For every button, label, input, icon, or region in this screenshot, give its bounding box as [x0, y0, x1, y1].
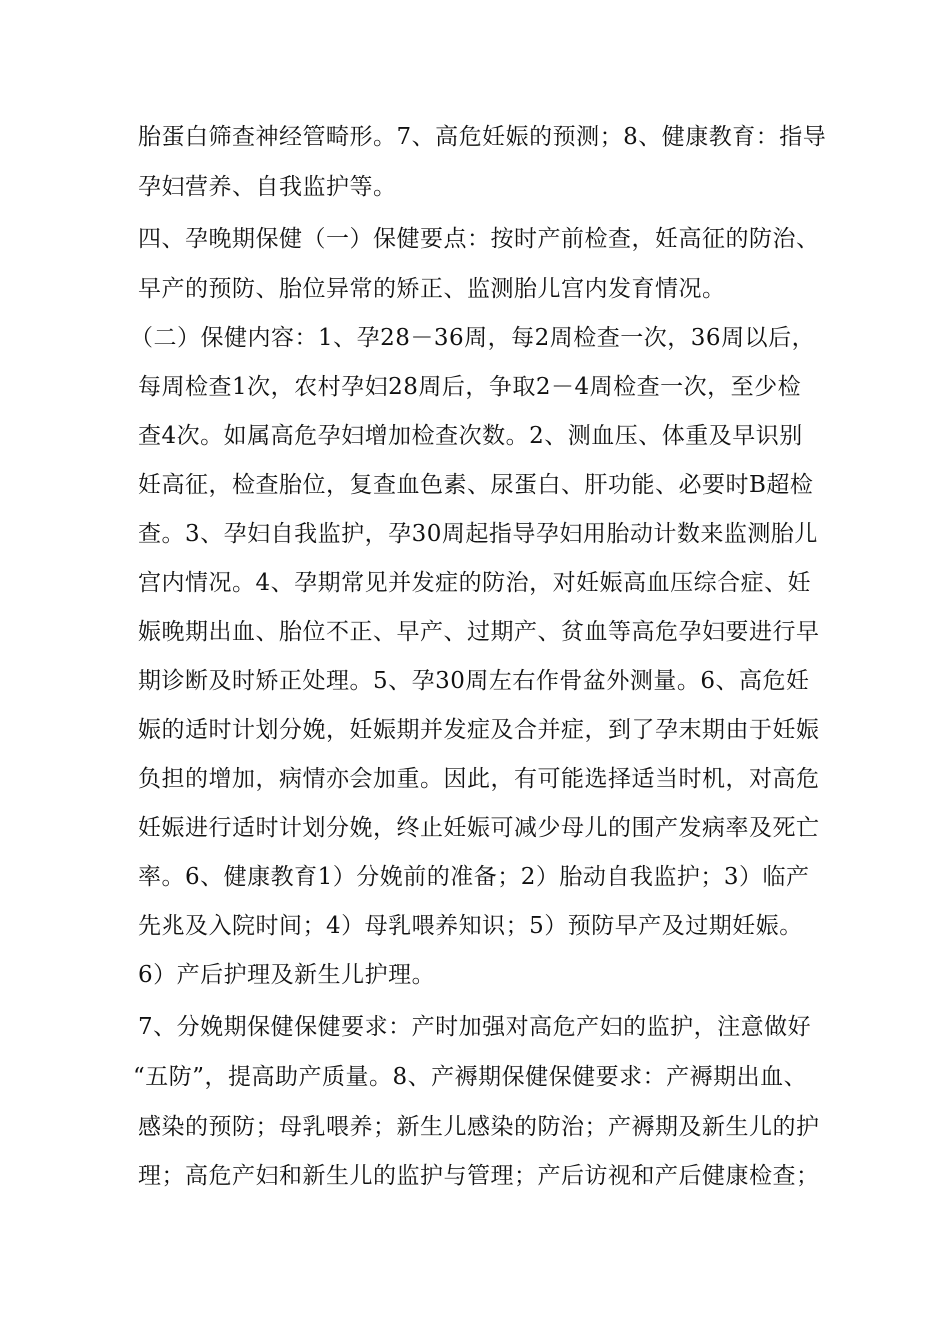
text-line: 感染的预防；母乳喂养；新生儿感染的防治；产褥期及新生儿的护: [138, 1114, 820, 1140]
text-line: 宫内情况。4、孕期常见并发症的防治，对妊娠高血压综合症、妊: [138, 570, 812, 596]
text-line: 每周检查1次，农村孕妇28周后，争取2－4周检查一次，至少检: [138, 374, 802, 400]
text-line: 负担的增加，病情亦会加重。因此，有可能选择适当时机，对高危: [138, 766, 820, 792]
text-line: 率。6、健康教育1）分娩前的准备；2）胎动自我监护；3）临产: [138, 864, 810, 890]
text-line: 妊娠进行适时计划分娩，终止妊娠可减少母儿的围产发病率及死亡: [138, 815, 820, 841]
text-line: 孕妇营养、自我监护等。: [138, 174, 397, 200]
text-line: 胎蛋白筛查神经管畸形。7、高危妊娠的预测；8、健康教育：指导: [138, 124, 827, 150]
text-line: 查。3、孕妇自我监护，孕30周起指导孕妇用胎动计数来监测胎儿: [138, 521, 818, 547]
text-line: 娠的适时计划分娩，妊娠期并发症及合并症，到了孕末期由于妊娠: [138, 717, 820, 743]
text-line: 妊高征，检查胎位，复查血色素、尿蛋白、肝功能、必要时B超检: [138, 472, 814, 498]
text-line: 期诊断及时矫正处理。5、孕30周左右作骨盆外测量。6、高危妊: [138, 668, 810, 694]
text-line: 四、孕晚期保健（一）保健要点：按时产前检查，妊高征的防治、: [138, 226, 820, 252]
text-line: （二）保健内容：1、孕28－36周，每2周检查一次，36周以后，: [130, 325, 816, 351]
text-line: 查4次。如属高危孕妇增加检查次数。2、测血压、体重及早识别: [138, 423, 803, 449]
text-line: “五防”，提高助产质量。8、产褥期保健保健要求：产褥期出血、: [133, 1064, 808, 1090]
text-line: 理；高危产妇和新生儿的监护与管理；产后访视和产后健康检查；: [138, 1163, 820, 1189]
text-line: 7、分娩期保健保健要求：产时加强对高危产妇的监护，注意做好: [138, 1014, 812, 1040]
text-line: 早产的预防、胎位异常的矫正、监测胎儿宫内发育情况。: [138, 276, 726, 302]
text-line: 娠晚期出血、胎位不正、早产、过期产、贫血等高危孕妇要进行早: [138, 619, 820, 645]
text-line: 先兆及入院时间；4）母乳喂养知识；5）预防早产及过期妊娠。: [138, 913, 803, 939]
text-line: 6）产后护理及新生儿护理。: [138, 962, 436, 988]
